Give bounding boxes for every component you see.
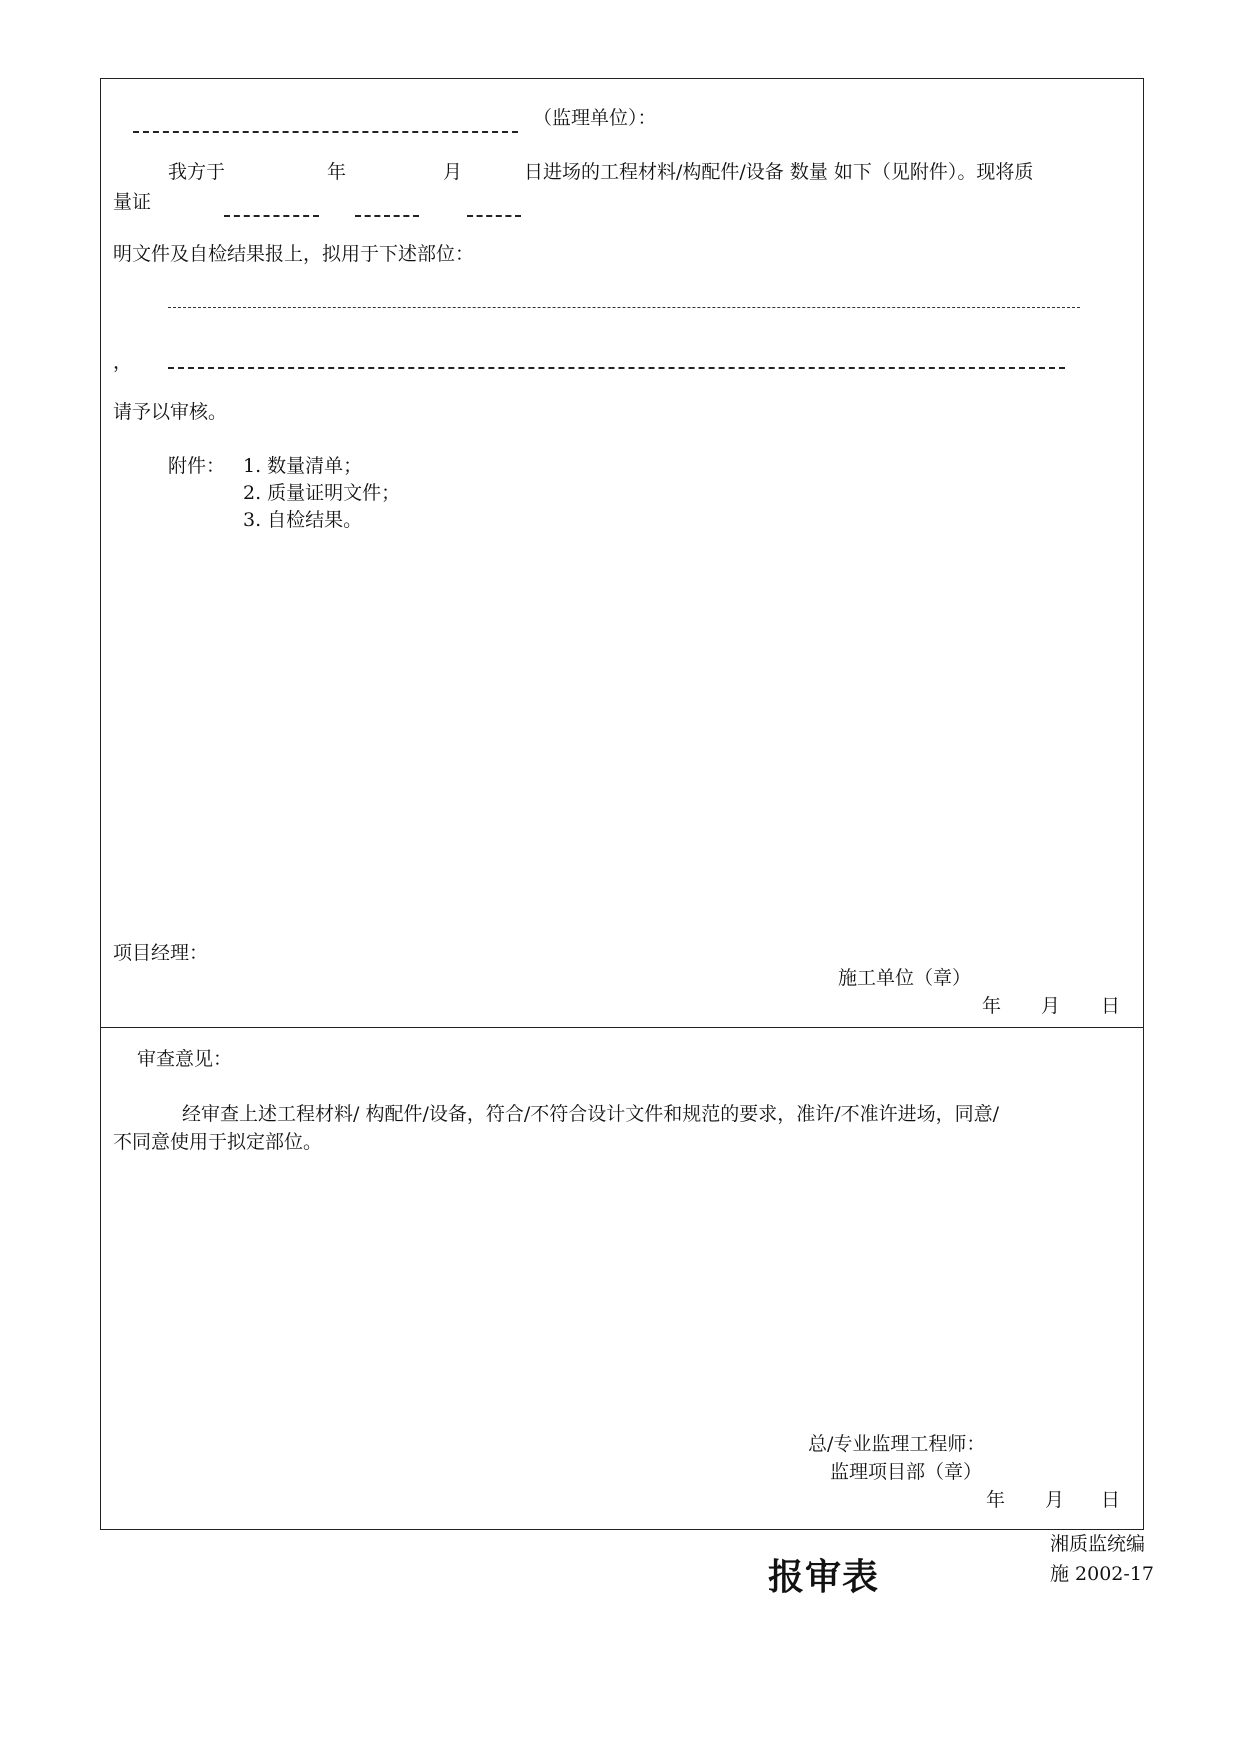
attachment-item: 1. 数量清单； (243, 455, 363, 477)
form-frame (100, 78, 1144, 1530)
review-label: 审查意见： (137, 1048, 233, 1070)
form-code-line-1: 湘质监统编 (1050, 1533, 1146, 1555)
intro-text-4: 明文件及自检结果报上，拟用于下述部位： (113, 243, 475, 265)
contractor-seal-label: 施工单位（章） (838, 967, 972, 989)
project-manager-label: 项目经理： (113, 942, 209, 964)
intro-text-1: 我方于 (168, 161, 226, 183)
date-month: 月 (1045, 1489, 1065, 1511)
date-day: 日 (1101, 995, 1121, 1017)
supervisor-unit-blank[interactable] (133, 131, 518, 133)
year-label: 年 (327, 161, 347, 183)
date-year: 年 (982, 995, 1002, 1017)
attachment-item: 3. 自检结果。 (243, 509, 363, 531)
review-text-line-2: 不同意使用于拟定部位。 (113, 1131, 323, 1153)
request-text: 请予以审核。 (113, 401, 228, 423)
form-title: 报审表 (768, 1557, 880, 1598)
date-month: 月 (1041, 995, 1061, 1017)
attachments-label: 附件： (168, 455, 226, 477)
section-divider (100, 1027, 1144, 1028)
engineer-label: 总/专业监理工程师： (808, 1433, 986, 1455)
attachment-item: 2. 质量证明文件； (243, 482, 401, 504)
location-blank-2[interactable] (168, 367, 1065, 369)
date-year: 年 (986, 1489, 1006, 1511)
form-code-line-2: 施 2002-17 (1050, 1563, 1154, 1585)
dept-seal-label: 监理项目部（章） (830, 1461, 983, 1483)
month-label: 月 (443, 161, 463, 183)
intro-text-2: 日进场的工程材料/构配件/设备 数量 如下（见附件）。现将质 (524, 161, 1034, 183)
comma-mark: ， (113, 351, 133, 373)
material-blank-3[interactable] (467, 215, 521, 217)
supervisor-unit-label: （监理单位）： (533, 107, 657, 129)
intro-text-3: 量证 (113, 191, 152, 213)
material-blank-2[interactable] (355, 215, 419, 217)
location-blank-1[interactable] (168, 307, 1080, 308)
review-text-line-1: 经审查上述工程材料/ 构配件/设备，符合/不符合设计文件和规范的要求，准许/不准许进场，同意/ (182, 1103, 1000, 1125)
date-day: 日 (1101, 1489, 1121, 1511)
material-blank-1[interactable] (224, 215, 319, 217)
